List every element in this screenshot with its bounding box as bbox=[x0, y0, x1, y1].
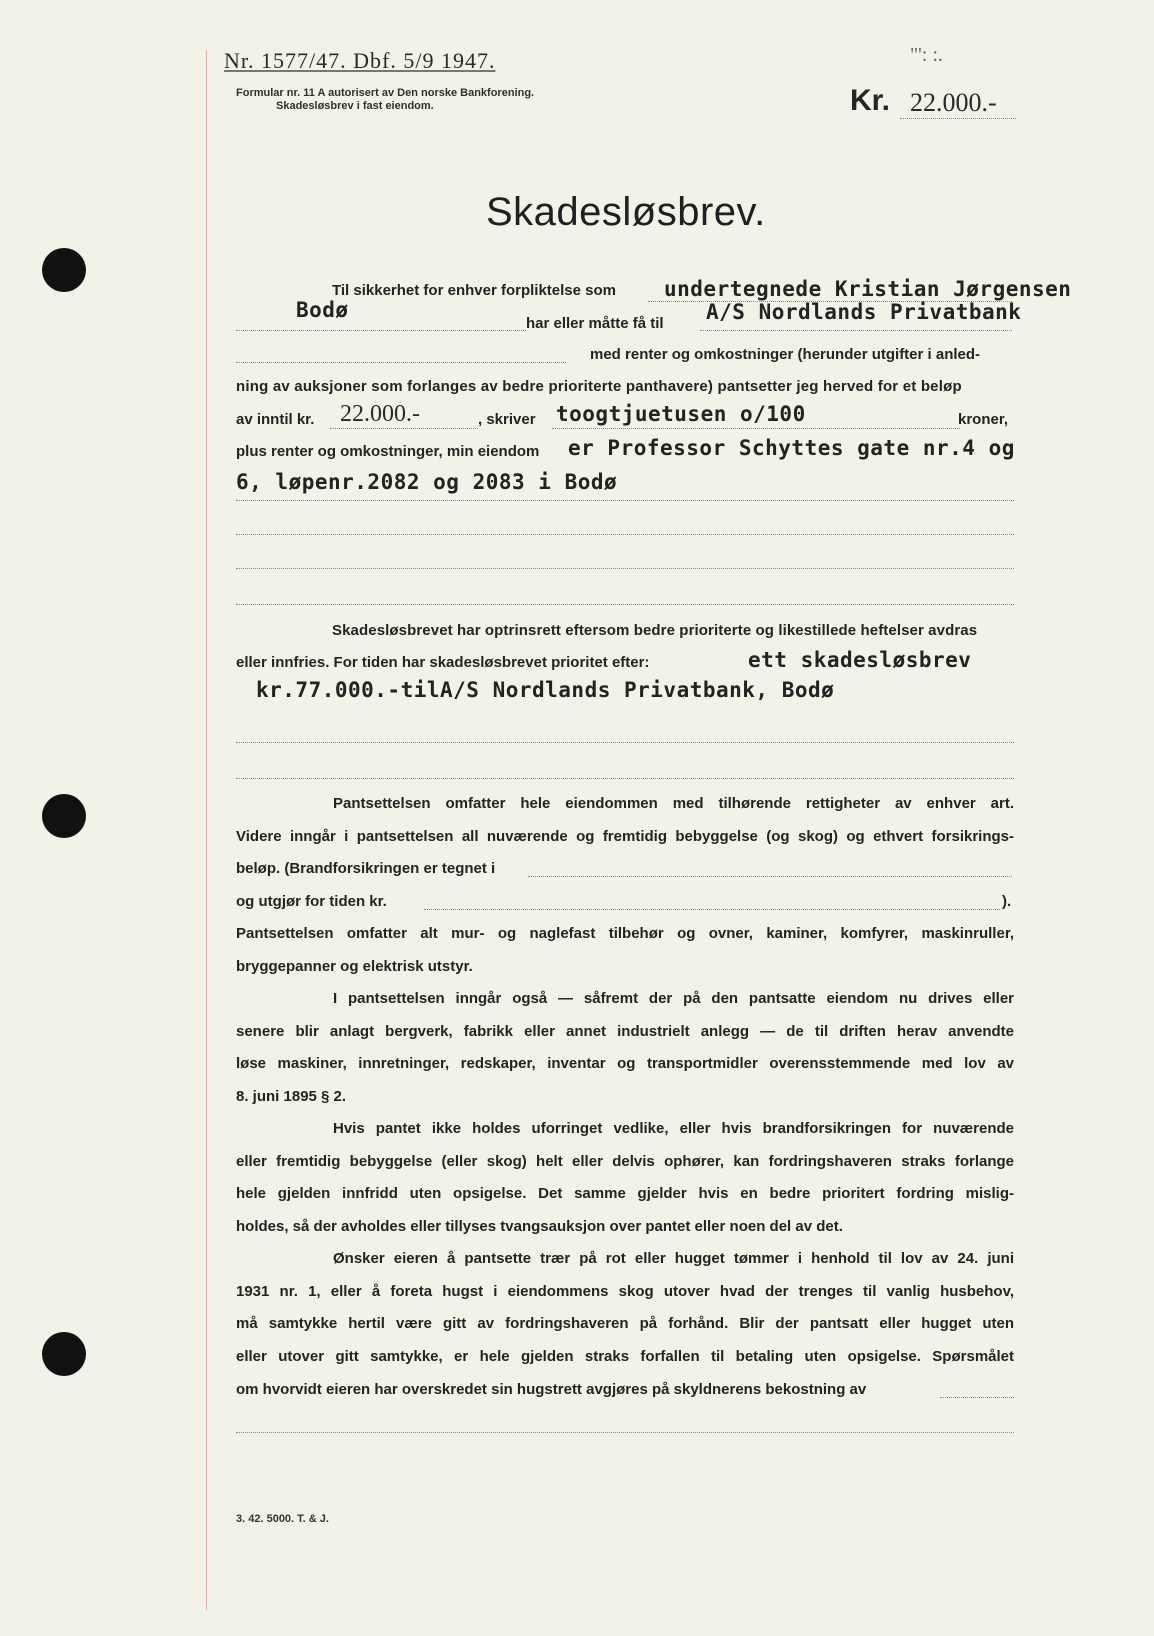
scope-p4-line-1: Hvis pantet ikke holdes uforringet vedlike, eller hvis brandforsikringen for nuværende bbox=[333, 1120, 1014, 1137]
scope-p2-line-1: Pantsettelsen omfatter alt mur- og naglefast tilbehør og ovner, kaminer, komfyrer, maskinruller, bbox=[236, 925, 1014, 942]
form-authorization: Formular nr. 11 A autorisert av Den norske Bankforening. bbox=[236, 87, 535, 99]
scope-paragraph-5 bbox=[236, 1243, 1014, 1373]
priority-line-1: Skadesløsbrevet har optrinsrett eftersom bedre prioriterte og likestillede heftelser avdras bbox=[332, 622, 978, 639]
print-code: 3. 42. 5000. T. & J. bbox=[236, 1513, 329, 1525]
scope-p5-line-4: eller utover gitt samtykke, er hele gjelden straks forfallen til betaling uten opsigelse. Spørsmålet bbox=[236, 1347, 1014, 1365]
prior-charge: ett skadesløsbrev bbox=[748, 648, 972, 672]
priority-line-b bbox=[236, 778, 1014, 779]
forestry-line-2 bbox=[236, 1432, 1014, 1433]
corner-marks: "': :. bbox=[910, 44, 943, 66]
scope-p3-line-4: 8. juni 1895 § 2. bbox=[236, 1087, 347, 1105]
scope-p5-line-5: om hvorvidt eieren har overskredet sin hugstrett avgjøres på skyldnerens bekostning av bbox=[236, 1381, 867, 1398]
property-line-c bbox=[236, 568, 1014, 569]
insurance-line bbox=[528, 876, 1012, 877]
debtor-name: undertegnede Kristian Jørgensen bbox=[664, 277, 1072, 301]
scope-p3-line-1: I pantsettelsen inngår også — såfremt der på den pantsatte eiendom nu drives eller bbox=[333, 990, 1014, 1007]
registration-number: Nr. 1577/47. Dbf. 5/9 1947. bbox=[224, 48, 496, 73]
scope-p5-line-2: 1931 nr. 1, eller å foreta hugst i eiendommens skog utover hvad der trenges til vanlig husbehov, bbox=[236, 1282, 1014, 1300]
form-type: Skadesløsbrev i fast eiendom. bbox=[276, 100, 434, 112]
debtor-place-line bbox=[236, 330, 526, 331]
debtor-place: Bodø bbox=[296, 298, 349, 322]
tax-value-line bbox=[424, 909, 1000, 910]
tax-value-end: ). bbox=[1002, 893, 1012, 910]
priority-line-2: eller innfries. For tiden har skadesløsbrevet prioritet efter: bbox=[236, 654, 650, 671]
property-line-d bbox=[236, 604, 1014, 605]
scope-p3-line-2: senere blir anlagt bergverk, fabrikk eller annet industrielt anlegg — de til driften herav anvendte bbox=[236, 1022, 1014, 1040]
scope-p4-line-2: eller fremtidig bebyggelse (eller skog) helt eller delvis ophører, kan fordringshaveren straks forlange bbox=[236, 1152, 1014, 1170]
intro-kroner: kroner, bbox=[958, 411, 1009, 428]
amount-label: Kr. bbox=[850, 84, 891, 117]
scope-paragraph-1 bbox=[236, 788, 1014, 853]
intro-write-lead: , skriver bbox=[478, 411, 536, 428]
intro-lead: Til sikkerhet for enhver forpliktelse som bbox=[332, 282, 616, 299]
intro-line-3: med renter og omkostninger (herunder utgifter i anled- bbox=[590, 346, 981, 363]
prior-charge-detail: kr.77.000.-tilA/S Nordlands Privatbank, Bodø bbox=[256, 678, 835, 702]
creditor-name: A/S Nordlands Privatbank bbox=[706, 300, 1022, 324]
punch-hole-bottom bbox=[42, 1332, 86, 1376]
intro-property-lead: plus renter og omkostninger, min eiendom bbox=[236, 443, 540, 460]
forestry-line bbox=[940, 1397, 1014, 1398]
scope-p5-line-3: må samtykke hertil være gitt av fordringshaveren på forhånd. Blir der pantsatt eller hugget uten bbox=[236, 1315, 1014, 1332]
insurance-lead: beløp. (Brandforsikringen er tegnet i bbox=[236, 860, 496, 877]
amount-figures: 22.000.- bbox=[340, 401, 420, 427]
amount-value: 22.000.- bbox=[910, 88, 997, 117]
amount-figures-line bbox=[330, 428, 478, 429]
property-line-1: er Professor Schyttes gate nr.4 og bbox=[568, 436, 1015, 460]
amount-words-line bbox=[552, 428, 960, 429]
scope-p5-line-1: Ønsker eieren å pantsette trær på rot eller hugget tømmer i henhold til lov av 24. juni bbox=[333, 1250, 1014, 1267]
creditor-line bbox=[700, 330, 1012, 331]
scope-paragraph-3 bbox=[236, 983, 1014, 1113]
intro-amount-lead: av inntil kr. bbox=[236, 411, 315, 428]
intro-creditor-lead: har eller måtte få til bbox=[526, 315, 664, 332]
scope-p1-line-1: Pantsettelsen omfatter hele eiendommen med tilhørende rettigheter av enhver art. bbox=[333, 795, 1014, 812]
intro-line-4: ning av auksjoner som forlanges av bedre prioriterte panthavere) pantsetter jeg herved for et beløp bbox=[236, 378, 962, 395]
punch-hole-top bbox=[42, 248, 86, 292]
scope-paragraph-2 bbox=[236, 918, 1014, 983]
scope-p3-line-3: løse maskiner, innretninger, redskaper, inventar og transportmidler overensstemmende med lov av bbox=[236, 1055, 1014, 1072]
scope-paragraph-4 bbox=[236, 1113, 1014, 1243]
amount-line bbox=[900, 118, 1016, 119]
scope-p4-line-4: holdes, så der avholdes eller tillyses tvangsauksjon over pantet eller noen del av det. bbox=[236, 1217, 843, 1235]
scope-p4-line-3: hele gjelden innfridd uten opsigelse. Det samme gjelder hvis en bedre prioritert fordring mislig- bbox=[236, 1185, 1014, 1202]
amount-words: toogtjuetusen o/100 bbox=[556, 402, 806, 426]
property-line-b bbox=[236, 534, 1014, 535]
property-line-a bbox=[236, 500, 1014, 501]
property-line-2: 6, løpenr.2082 og 2083 i Bodø bbox=[236, 470, 618, 494]
priority-line-a bbox=[236, 742, 1014, 743]
punch-hole-middle bbox=[42, 794, 86, 838]
margin-rule bbox=[206, 50, 207, 1610]
tax-value-lead: og utgjør for tiden kr. bbox=[236, 893, 387, 910]
blank-line-1 bbox=[236, 362, 566, 363]
scope-p1-line-2: Videre inngår i pantsettelsen all nuværende og fremtidig bebyggelse (og skog) og ethvert forsikrings- bbox=[236, 827, 1014, 845]
scope-p2-line-2: bryggepanner og elektrisk utstyr. bbox=[236, 957, 473, 975]
document-title: Skadesløsbrev. bbox=[486, 190, 766, 234]
